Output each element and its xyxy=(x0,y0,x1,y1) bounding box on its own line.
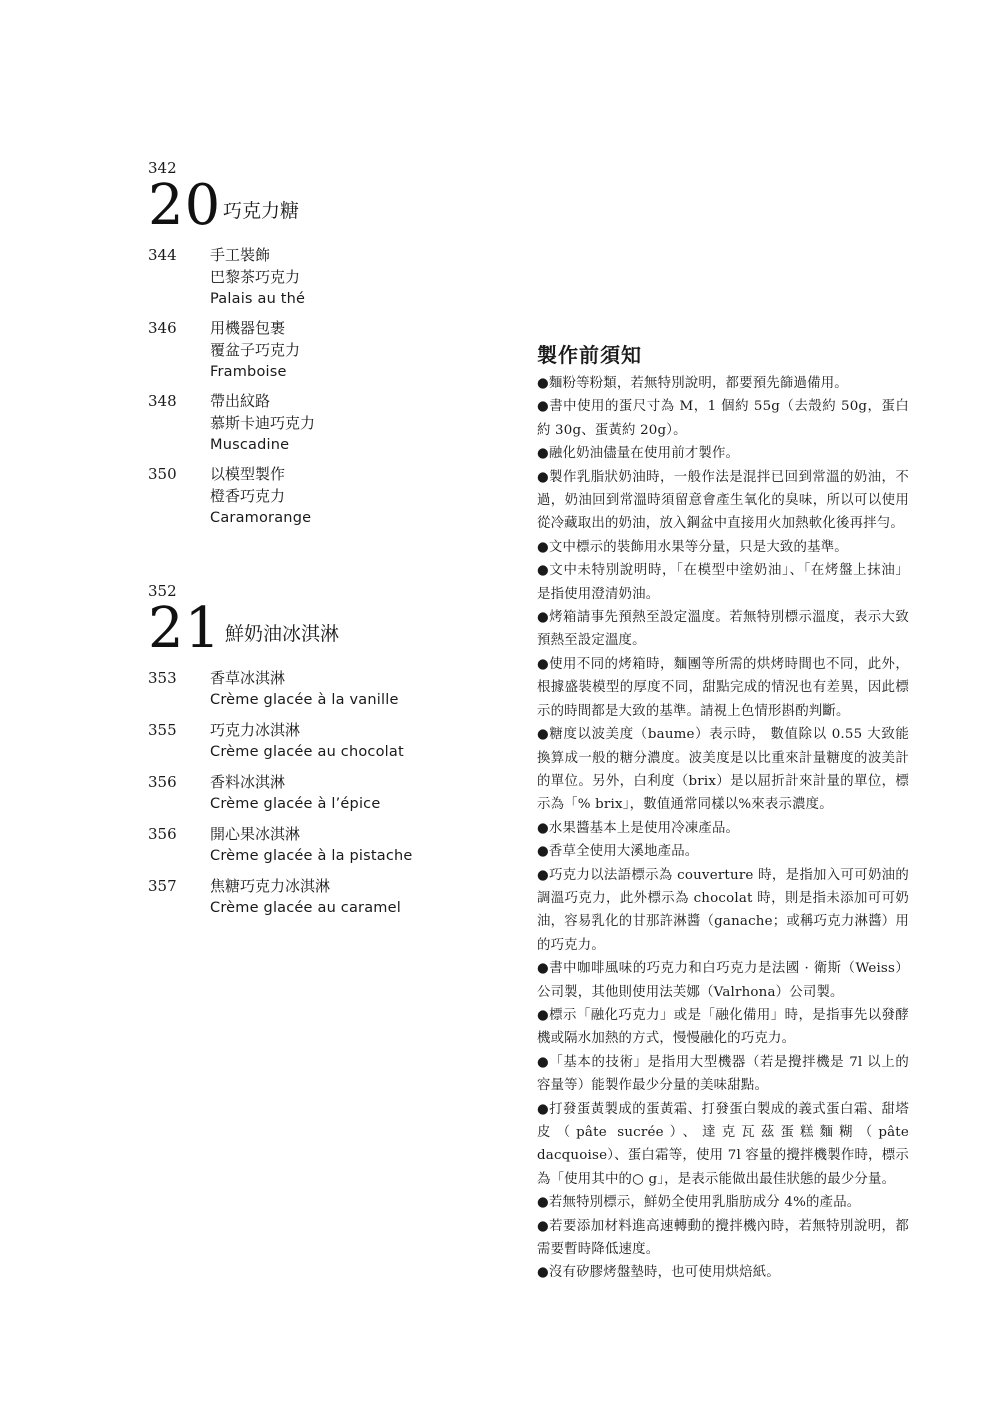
entry-french-name: Crème glacée à la pistache xyxy=(210,848,413,864)
note-item: ●糖度以波美度（baume）表示時， 數值除以 0.55 大致能換算成一般的糖分濃度。波美度是以比重來計量糖度的波美計的單位。另外，白利度（brix）是以屈折計來計量的單位，標示為「% brix」，數值通常同樣以%來表示濃度。 xyxy=(537,727,909,813)
entry-page-number: 344 xyxy=(148,246,177,264)
entry-french-name: Crème glacée au caramel xyxy=(210,900,401,916)
entry-french-name: Crème glacée à l’épice xyxy=(210,796,381,812)
entry-page-number: 353 xyxy=(148,669,177,687)
toc-entry xyxy=(148,823,488,867)
entry-french-name: Muscadine xyxy=(210,437,290,453)
table-of-contents xyxy=(148,158,488,927)
entry-technique: 用機器包裹 xyxy=(210,319,286,337)
entry-page-number: 357 xyxy=(148,877,177,895)
note-item: ●若無特別標示，鮮奶全使用乳脂肪成分 4%的產品。 xyxy=(537,1195,861,1211)
entry-name: 焦糖巧克力冰淇淋 xyxy=(210,877,331,895)
toc-entry xyxy=(148,719,488,763)
chapter-page-number: 352 xyxy=(148,582,177,600)
note-item: ●文中標示的裝飾用水果等分量，只是大致的基準。 xyxy=(537,539,848,555)
toc-entry xyxy=(148,317,488,383)
note-item: ●水果醬基本上是使用冷凍產品。 xyxy=(537,820,740,836)
toc-entry xyxy=(148,771,488,815)
entry-french-name: Crème glacée au chocolat xyxy=(210,744,404,760)
toc-entry xyxy=(148,244,488,310)
note-item: ●書中咖啡風味的巧克力和白巧克力是法國 · 衛斯（Weiss）公司製，其他則使用法芙娜（Valrhona）公司製。 xyxy=(537,961,909,1000)
chapter-20 xyxy=(148,158,488,529)
entry-name: 橙香巧克力 xyxy=(210,487,286,505)
note-item: ●沒有矽膠烤盤墊時，也可使用烘焙紙。 xyxy=(537,1265,780,1281)
entry-page-number: 350 xyxy=(148,465,177,483)
chapter-heading xyxy=(148,596,488,661)
note-item: ●巧克力以法語標示為 couverture 時，是指加入可可奶油的調溫巧克力，此外標示為 chocolat 時，則是指未添加可可奶油，容易乳化的甘那許淋醬（ganache；或稱巧克力淋醬）用的巧克力。 xyxy=(537,867,909,953)
note-item: ●若要添加材料進高速轉動的攪拌機內時，若無特別說明，都需要暫時降低速度。 xyxy=(537,1218,909,1258)
entry-page-number: 346 xyxy=(148,319,177,337)
entry-french-name: Caramorange xyxy=(210,510,312,526)
entry-french-name: Framboise xyxy=(210,364,287,380)
toc-entry xyxy=(148,667,488,711)
chapter-heading xyxy=(148,173,488,238)
entry-name: 覆盆子巧克力 xyxy=(210,341,301,359)
toc-entry xyxy=(148,390,488,456)
note-item: ●文中未特別說明時，「在模型中塗奶油」、「在烤盤上抹油」是指使用澄清奶油。 xyxy=(537,563,909,602)
toc-entry xyxy=(148,875,488,919)
chapter-number: 21 xyxy=(148,596,222,661)
entry-name: 香草冰淇淋 xyxy=(210,669,286,687)
note-item: ●打發蛋黃製成的蛋黃霜、打發蛋白製成的義式蛋白霜、甜塔皮（pâte sucrée）、達克瓦茲蛋糕麵糊（pâte dacquoise）、蛋白霜等，使用 7l 容量的攪拌機製作時，標示為「使用其中的○ g」，是表示能做出最佳狀態的最少分量。 xyxy=(537,1101,909,1187)
entry-page-number: 356 xyxy=(148,825,177,843)
note-item: ●製作乳脂狀奶油時，一般作法是混拌已回到常溫的奶油，不過，奶油回到常溫時須留意會產生氧化的臭味，所以可以使用從冷藏取出的奶油，放入鋼盆中直接用火加熱軟化後再拌勻。 xyxy=(537,469,909,532)
note-item: ●烤箱請事先預熱至設定溫度。若無特別標示溫度，表示大致預熱至設定溫度。 xyxy=(537,610,909,649)
toc-entry xyxy=(148,463,488,529)
note-item: ●融化奶油儘量在使用前才製作。 xyxy=(537,446,740,462)
entry-technique: 手工裝飾 xyxy=(210,246,271,264)
note-item: ●書中使用的蛋尺寸為 M，1 個約 55g（去殼約 50g，蛋白約 30g、蛋黃約 20g）。 xyxy=(537,399,909,438)
chapter-title: 巧克力糖 xyxy=(223,200,300,222)
entry-page-number: 348 xyxy=(148,392,177,410)
entry-page-number: 355 xyxy=(148,721,177,739)
entry-technique: 以模型製作 xyxy=(210,465,286,483)
chapter-21 xyxy=(148,581,488,919)
note-item: ●標示「融化巧克力」或是「融化備用」時，是指事先以發酵機或隔水加熱的方式，慢慢融化的巧克力。 xyxy=(537,1007,909,1047)
entry-french-name: Crème glacée à la vanille xyxy=(210,692,399,708)
note-item: ●麵粉等粉類，若無特別說明，都要預先篩過備用。 xyxy=(537,376,848,391)
entry-name: 巧克力冰淇淋 xyxy=(210,721,301,739)
entry-name: 開心果冰淇淋 xyxy=(210,825,301,843)
chapter-page-number: 342 xyxy=(148,159,177,177)
note-item: ●「基本的技術」是指用大型機器（若是攪拌機是 7l 以上的容量等）能製作最少分量的美味甜點。 xyxy=(537,1054,909,1094)
entry-technique: 帶出紋路 xyxy=(210,392,271,410)
note-item: ●香草全使用大溪地產品。 xyxy=(537,844,699,860)
chapter-title: 鮮奶油冰淇淋 xyxy=(225,623,340,645)
notes-section xyxy=(537,342,909,1285)
entry-name: 慕斯卡迪巧克力 xyxy=(210,414,316,432)
entry-page-number: 356 xyxy=(148,773,177,791)
notes-list xyxy=(537,372,909,1285)
entry-french-name: Palais au thé xyxy=(210,291,306,307)
entry-name: 香料冰淇淋 xyxy=(210,773,286,791)
notes-title: 製作前須知 xyxy=(537,343,642,367)
note-item: ●使用不同的烤箱時，麵團等所需的烘烤時間也不同，此外，根據盛裝模型的厚度不同，甜點完成的情況也有差異，因此標示的時間都是大致的基準。請視上色情形斟酌判斷。 xyxy=(537,656,909,719)
entry-name: 巴黎茶巧克力 xyxy=(210,268,301,286)
chapter-number: 20 xyxy=(148,173,222,238)
